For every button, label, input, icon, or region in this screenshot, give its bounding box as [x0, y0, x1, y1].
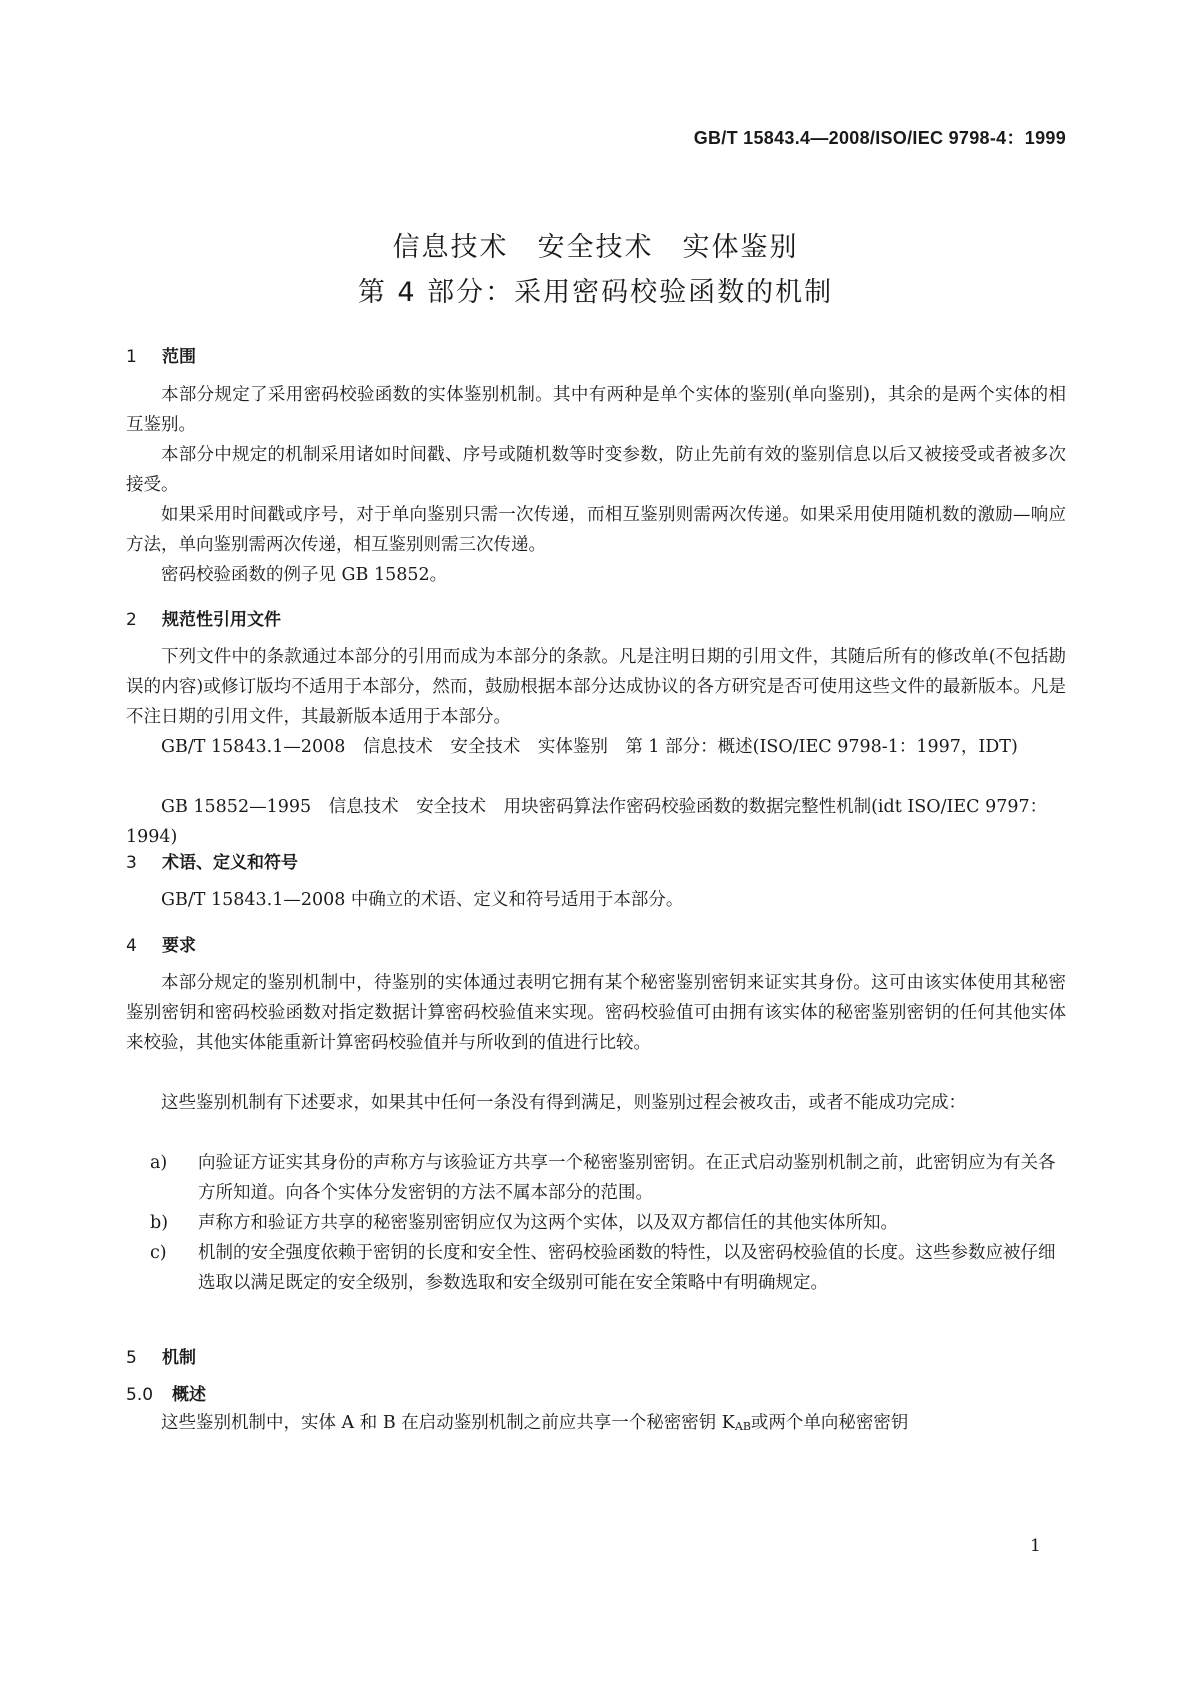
section-title: 机制 — [162, 1348, 196, 1368]
section-number: 4 — [126, 936, 137, 956]
list-item-text: 机制的安全强度依赖于密钥的长度和安全性、密码校验函数的特性，以及密码校验值的长度。这些参数应被仔细选取以满足既定的安全级别，参数选取和安全级别可能在安全策略中有明确规定。 — [198, 1243, 1056, 1293]
section-5-heading — [126, 1343, 196, 1368]
paragraph: 这些鉴别机制有下述要求，如果其中任何一条没有得到满足，则鉴别过程会被攻击，或者不能成功完成： — [161, 1093, 966, 1113]
document-title-line2: 第 4 部分：采用密码校验函数的机制 — [357, 277, 834, 308]
paragraph: 如果采用时间戳或序号，对于单向鉴别只需一次传递，而相互鉴别则需两次传递。如果采用使用随机数的激励—响应方法，单向鉴别需两次传递，相互鉴别则需三次传递。 — [126, 505, 1066, 555]
paragraph: 下列文件中的条款通过本部分的引用而成为本部分的条款。凡是注明日期的引用文件，其随后所有的修改单(不包括勘误的内容)或修订版均不适用于本部分，然而，鼓励根据本部分达成协议的各方研究是否可使用这些文件的最新版本。凡是不注日期的引用文件，其最新版本适用于本部分。 — [126, 647, 1066, 727]
list-item-label: c) — [150, 1243, 167, 1263]
paragraph-text: 这些鉴别机制中，实体 A 和 B 在启动鉴别机制之前应共享一个秘密密钥 K — [161, 1413, 735, 1433]
paragraph: 本部分规定了采用密码校验函数的实体鉴别机制。其中有两种是单个实体的鉴别(单向鉴别)，其余的是两个实体的相互鉴别。 — [126, 385, 1066, 435]
page-number: 1 — [1030, 1536, 1041, 1556]
section-number: 2 — [126, 610, 137, 630]
document-title-line1: 信息技术 安全技术 实体鉴别 — [392, 232, 799, 263]
section-title: 要求 — [162, 936, 196, 956]
list-item-label: a) — [150, 1153, 168, 1173]
reference-entry: GB 15852—1995 信息技术 安全技术 用块密码算法作密码校验函数的数据完整性机制(idt ISO/IEC 9797：1994) — [126, 797, 1048, 847]
paragraph-text: 或两个单向秘密密钥 — [750, 1413, 909, 1433]
section-number: 1 — [126, 347, 137, 367]
subsection-5-0-heading — [126, 1380, 206, 1405]
subsection-number: 5.0 — [126, 1385, 154, 1405]
list-item-label: b) — [150, 1213, 169, 1233]
reference-entry: GB/T 15843.1—2008 信息技术 安全技术 实体鉴别 第 1 部分：概述(ISO/IEC 9798-1：1997，IDT) — [161, 737, 1018, 757]
list-item — [150, 1238, 1066, 1298]
section-1-heading — [126, 342, 196, 367]
list-item — [150, 1208, 1066, 1238]
subsection-title: 概述 — [172, 1385, 206, 1405]
list-item-text: 声称方和验证方共享的秘密鉴别密钥应仅为这两个实体，以及双方都信任的其他实体所知。 — [198, 1213, 898, 1233]
paragraph: 密码校验函数的例子见 GB 15852。 — [161, 565, 448, 585]
paragraph — [126, 1408, 1066, 1442]
paragraph: 本部分中规定的机制采用诸如时间戳、序号或随机数等时变参数，防止先前有效的鉴别信息以后又被接受或者被多次接受。 — [126, 445, 1066, 495]
section-4-heading — [126, 931, 196, 956]
section-title: 规范性引用文件 — [162, 610, 281, 630]
paragraph: GB/T 15843.1—2008 中确立的术语、定义和符号适用于本部分。 — [161, 890, 684, 910]
section-title: 范围 — [162, 347, 196, 367]
section-3-heading — [126, 848, 298, 873]
section-2-heading — [126, 605, 281, 630]
section-number: 3 — [126, 853, 137, 873]
paragraph: 本部分规定的鉴别机制中，待鉴别的实体通过表明它拥有某个秘密鉴别密钥来证实其身份。这可由该实体使用其秘密鉴别密钥和密码校验函数对指定数据计算密码校验值来实现。密码校验值可由拥有该实体的秘密鉴别密钥的任何其他实体来校验，其他实体能重新计算密码校验值并与所收到的值进行比较。 — [126, 973, 1066, 1053]
list-item-text: 向验证方证实其身份的声称方与该验证方共享一个秘密鉴别密钥。在正式启动鉴别机制之前，此密钥应为有关各方所知道。向各个实体分发密钥的方法不属本部分的范围。 — [198, 1153, 1056, 1203]
list-item — [150, 1148, 1066, 1208]
section-number: 5 — [126, 1348, 137, 1368]
key-subscript: AB — [734, 1420, 751, 1433]
document-code: GB/T 15843.4—2008/ISO/IEC 9798-4：1999 — [693, 128, 1066, 148]
section-title: 术语、定义和符号 — [162, 853, 298, 873]
